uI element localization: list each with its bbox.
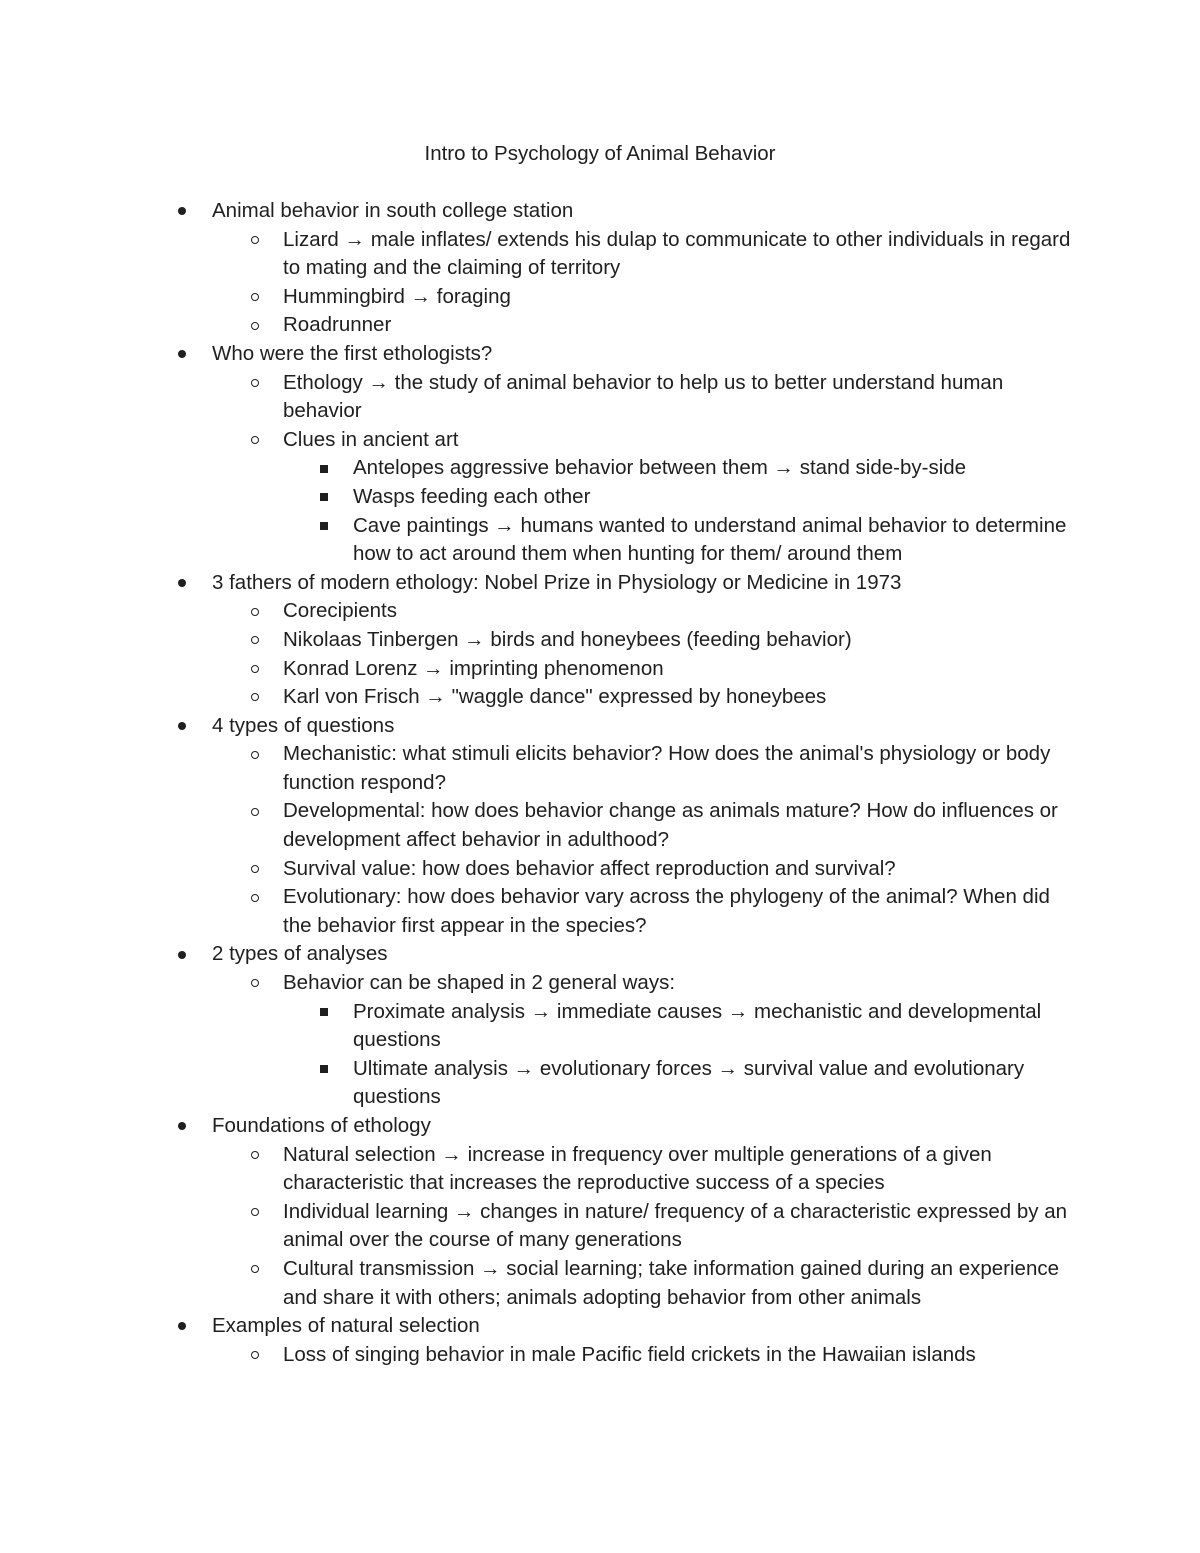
bullet-circle-icon [248, 597, 262, 626]
bullet-square-icon [317, 483, 331, 512]
list-item [0, 226, 1073, 283]
list-item-text: Antelopes aggressive behavior between them → stand side-by-side [353, 456, 967, 480]
list-item [0, 1341, 1073, 1370]
list-item-text: Individual learning → changes in nature/ frequency of a characteristic expressed by an animal over the course of many generations [283, 1199, 1068, 1252]
list-item-text: Cave paintings → humans wanted to understand animal behavior to determine how to act around them when hunting for them/ around them [353, 513, 1067, 566]
bullet-disc-icon [175, 1312, 189, 1341]
list-item-text: 2 types of analyses [212, 942, 388, 966]
list-item [0, 969, 1073, 998]
list-item-text: Examples of natural selection [212, 1314, 480, 1338]
bullet-square-icon [317, 512, 331, 541]
list-item-text: Ethology → the study of animal behavior to help us to better understand human behavior [283, 370, 1004, 423]
list-item-text: Natural selection → increase in frequency over multiple generations of a given characteristic that increases the reproductive success of a species [283, 1142, 992, 1195]
document-title: Intro to Psychology of Animal Behavior [424, 142, 776, 165]
bullet-circle-icon [248, 369, 262, 398]
list-item [0, 655, 1073, 684]
list-item [0, 569, 1072, 598]
list-item [0, 797, 1073, 854]
list-item-text: Lizard → male inflates/ extends his dulap to communicate to other individuals in regard to mating and the claiming of territory [283, 227, 1071, 280]
list-item-text: Who were the first ethologists? [212, 341, 493, 365]
list-item [0, 597, 1073, 626]
list-item [0, 1055, 1073, 1112]
bullet-circle-icon [248, 626, 262, 655]
list-item [0, 512, 1073, 569]
bullet-circle-icon [248, 969, 262, 998]
list-item [0, 683, 1073, 712]
list-item [0, 1112, 1072, 1141]
bullet-disc-icon [175, 712, 189, 741]
list-item [0, 998, 1073, 1055]
list-item-text: Clues in ancient art [283, 427, 459, 451]
bullet-circle-icon [248, 283, 262, 312]
list-item [0, 483, 1073, 512]
bullet-disc-icon [175, 1112, 189, 1141]
bullet-circle-icon [248, 855, 262, 884]
bullet-circle-icon [248, 311, 262, 340]
list-item-text: Foundations of ethology [212, 1114, 431, 1137]
list-item [0, 1198, 1073, 1255]
bullet-circle-icon [248, 1341, 262, 1370]
list-item-text: Developmental: how does behavior change as animals mature? How do influences or development affect behavior in adulthood? [283, 799, 1058, 852]
bullet-circle-icon [248, 797, 262, 826]
list-item [0, 626, 1073, 655]
list-item [0, 712, 1072, 741]
list-item-text: Roadrunner [283, 313, 392, 337]
bullet-disc-icon [175, 569, 189, 598]
list-item-text: Proximate analysis → immediate causes → mechanistic and developmental questions [353, 999, 1042, 1052]
list-item-text: Nikolaas Tinbergen → birds and honeybees (feeding behavior) [283, 627, 852, 651]
list-item [0, 883, 1073, 940]
list-item-text: 3 fathers of modern ethology: Nobel Prize in Physiology or Medicine in 1973 [212, 570, 902, 594]
bullet-square-icon [317, 1055, 331, 1084]
list-item-text: 4 types of questions [212, 713, 395, 737]
list-item [0, 311, 1073, 340]
bullet-outline [0, 197, 1200, 1369]
bullet-square-icon [317, 998, 331, 1027]
list-item [0, 740, 1073, 797]
bullet-circle-icon [248, 883, 262, 912]
list-item-text: Cultural transmission → social learning; take information gained during an experience and share it with others; animals adopting behavior from other animals [283, 1256, 1059, 1309]
list-item [0, 1255, 1073, 1312]
list-item-text: Behavior can be shaped in 2 general ways: [283, 971, 676, 995]
list-item-text: Konrad Lorenz → imprinting phenomenon [283, 656, 664, 680]
list-item [0, 426, 1073, 455]
bullet-disc-icon [175, 940, 189, 969]
list-item-text: Mechanistic: what stimuli elicits behavior? How does the animal's physiology or body function respond? [283, 742, 1051, 794]
list-item-text: Loss of singing behavior in male Pacific field crickets in the Hawaiian islands [283, 1342, 976, 1366]
bullet-circle-icon [248, 1255, 262, 1284]
bullet-circle-icon [248, 426, 262, 455]
list-item [0, 940, 1072, 969]
list-item-text: Survival value: how does behavior affect reproduction and survival? [283, 856, 896, 880]
bullet-circle-icon [248, 1198, 262, 1227]
bullet-circle-icon [248, 683, 262, 712]
bullet-circle-icon [248, 226, 262, 255]
bullet-circle-icon [248, 740, 262, 769]
list-item [0, 1312, 1072, 1341]
list-item [0, 340, 1072, 369]
list-item [0, 283, 1073, 312]
bullet-circle-icon [248, 1141, 262, 1170]
list-item [0, 1141, 1073, 1198]
list-item [0, 197, 1072, 226]
bullet-disc-icon [175, 197, 189, 226]
list-item [0, 369, 1073, 426]
bullet-disc-icon [175, 340, 189, 369]
list-item-text: Evolutionary: how does behavior vary across the phylogeny of the animal? When did the behavior first appear in the species? [283, 885, 1050, 937]
bullet-square-icon [317, 454, 331, 483]
list-item [0, 454, 1073, 483]
list-item-text: Animal behavior in south college station [212, 199, 574, 222]
list-item [0, 855, 1073, 884]
list-item-text: Wasps feeding each other [353, 484, 591, 508]
list-item-text: Ultimate analysis → evolutionary forces → survival value and evolutionary questions [353, 1056, 1025, 1109]
list-item-text: Karl von Frisch → "waggle dance" expressed by honeybees [283, 685, 827, 709]
bullet-circle-icon [248, 655, 262, 684]
list-item-text: Hummingbird → foraging [283, 284, 511, 308]
list-item-text: Corecipients [283, 599, 397, 623]
